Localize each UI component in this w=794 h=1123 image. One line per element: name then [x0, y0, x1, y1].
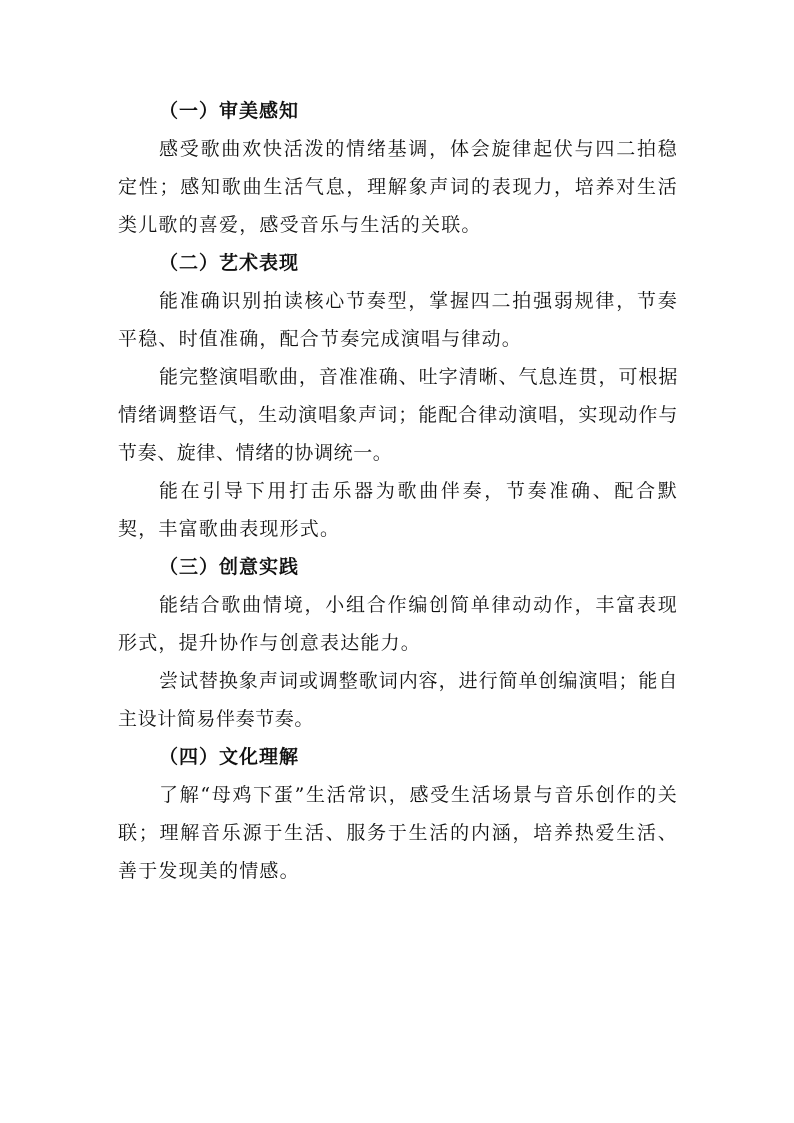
paragraph: 能准确识别拍读核心节奏型，掌握四二拍强弱规律，节奏平稳、时值准确，配合节奏完成演唱与律动。 [118, 290, 678, 350]
paragraph: 感受歌曲欢快活泼的情绪基调，体会旋律起伏与四二拍稳定性；感知歌曲生活气息，理解象声词的表现力，培养对生活类儿歌的喜爱，感受音乐与生活的关联。 [118, 138, 678, 236]
paragraph: 了解“母鸡下蛋”生活常识，感受生活场景与音乐创作的关联；理解音乐源于生活、服务于生活的内涵，培养热爱生活、善于发现美的情感。 [118, 784, 678, 882]
paragraph: 能结合歌曲情境，小组合作编创简单律动动作，丰富表现形式，提升协作与创意表达能力。 [118, 594, 678, 654]
section-heading: （二）艺术表现 [159, 252, 300, 274]
paragraph: 能在引导下用打击乐器为歌曲伴奏，节奏准确、配合默契，丰富歌曲表现形式。 [118, 480, 678, 540]
section-cultural-understanding [118, 738, 678, 890]
section-creative-practice [118, 548, 678, 738]
section-heading: （一）审美感知 [159, 100, 300, 122]
section-heading: （四）文化理解 [159, 746, 300, 768]
paragraph: 能完整演唱歌曲，音准准确、吐字清晰、气息连贯，可根据情绪调整语气，生动演唱象声词；能配合律动演唱，实现动作与节奏、旋律、情绪的协调统一。 [118, 366, 678, 464]
section-aesthetic-perception [118, 92, 678, 244]
section-artistic-expression [118, 244, 678, 548]
section-heading: （三）创意实践 [159, 556, 300, 578]
paragraph: 尝试替换象声词或调整歌词内容，进行简单创编演唱；能自主设计简易伴奏节奏。 [118, 670, 678, 730]
document-body [118, 92, 678, 890]
